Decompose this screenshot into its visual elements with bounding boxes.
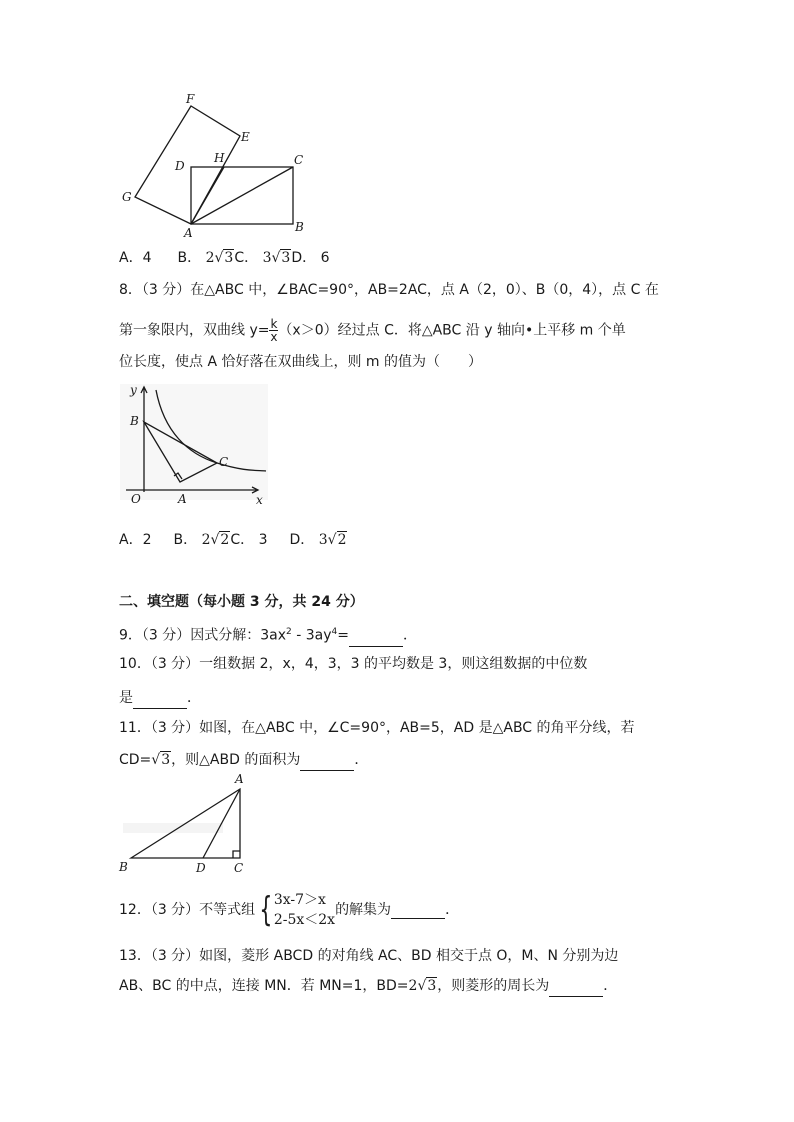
- option-a: A．2: [119, 532, 152, 548]
- fraction-k-over-x: $\frac{k}{x}$: [270, 317, 278, 344]
- q13-line1: 13．（3 分）如图，菱形 ABCD 的对角线 AC、BD 相交于点 O，M、N 分别为边: [119, 948, 619, 964]
- q9: 9．（3 分）因式分解：$3ax^2 - 3ay^4=$ ．: [119, 622, 417, 647]
- label-A: A: [184, 226, 193, 240]
- label-H: H: [214, 151, 225, 165]
- option-b: B． 2√2: [173, 532, 230, 548]
- q11-line2: CD=√3，则△ABD 的面积为 ．: [119, 750, 368, 771]
- option-d: D． 3√2: [289, 532, 347, 548]
- answer-blank[interactable]: [300, 750, 354, 771]
- q10-line2: 是 ．: [119, 688, 201, 709]
- q8-line2: 第一象限内，双曲线 y= $\frac{k}{x}$ （x＞0）经过点 C．将△ABC 沿 y 轴向•上平移 m 个单: [119, 317, 626, 344]
- option-c: C． 3√3: [234, 250, 291, 266]
- option-c: C． 3: [230, 532, 268, 548]
- q11-line1: 11．（3 分）如图，在△ABC 中，∠C=90°，AB=5，AD 是△ABC 的角平分线，若: [119, 720, 635, 736]
- label-x: x: [256, 493, 263, 507]
- section-title: 二、填空题（每小题 3 分，共 24 分）: [119, 594, 364, 610]
- label-D: D: [175, 159, 185, 173]
- label-A: A: [235, 773, 244, 786]
- q8-line3: 位长度，使点 A 恰好落在双曲线上，则 m 的值为（ ）: [119, 354, 483, 370]
- label-y: y: [130, 383, 137, 397]
- inequality-system: 3x-7＞x 2-5x＜2x: [273, 892, 336, 928]
- answer-blank[interactable]: [391, 902, 445, 919]
- label-B: B: [130, 414, 139, 428]
- figure-q7-lines: [135, 106, 293, 224]
- label-C: C: [234, 861, 244, 875]
- q10-line1: 10．（3 分）一组数据 2，x，4，3，3 的平均数是 3，则这组数据的中位数: [119, 656, 588, 672]
- label-B: B: [119, 860, 128, 874]
- label-G: G: [122, 190, 132, 204]
- label-D: D: [196, 861, 206, 875]
- label-A: A: [178, 492, 187, 506]
- q8-line1: 8．（3 分）在△ABC 中，∠BAC=90°，AB=2AC，点 A（2，0）、B（0，4），点 C 在: [119, 282, 659, 298]
- q13-line2: AB、BC 的中点，连接 MN．若 MN=1，BD=2√3，则菱形的周长为 ．: [119, 976, 617, 997]
- label-B: B: [295, 220, 304, 234]
- figure-q8: [118, 382, 273, 507]
- answer-blank[interactable]: [549, 976, 603, 997]
- label-O: O: [131, 492, 141, 506]
- option-d: D． 6: [291, 250, 330, 266]
- label-F: F: [186, 92, 195, 106]
- q7-options: [119, 248, 329, 268]
- label-C: C: [219, 455, 229, 469]
- label-E: E: [241, 130, 250, 144]
- answer-blank[interactable]: [349, 626, 403, 647]
- option-b: B． 2√3: [177, 250, 234, 266]
- label-C: C: [294, 153, 304, 167]
- option-a: A．4: [119, 250, 152, 266]
- answer-blank[interactable]: [133, 688, 187, 709]
- q8-options: [119, 530, 347, 550]
- q12: 12．（3 分）不等式组 { 3x-7＞x 2-5x＜2x 的解集为 ．: [119, 890, 460, 930]
- figure-q7: [115, 90, 315, 240]
- figure-q11: [115, 773, 255, 878]
